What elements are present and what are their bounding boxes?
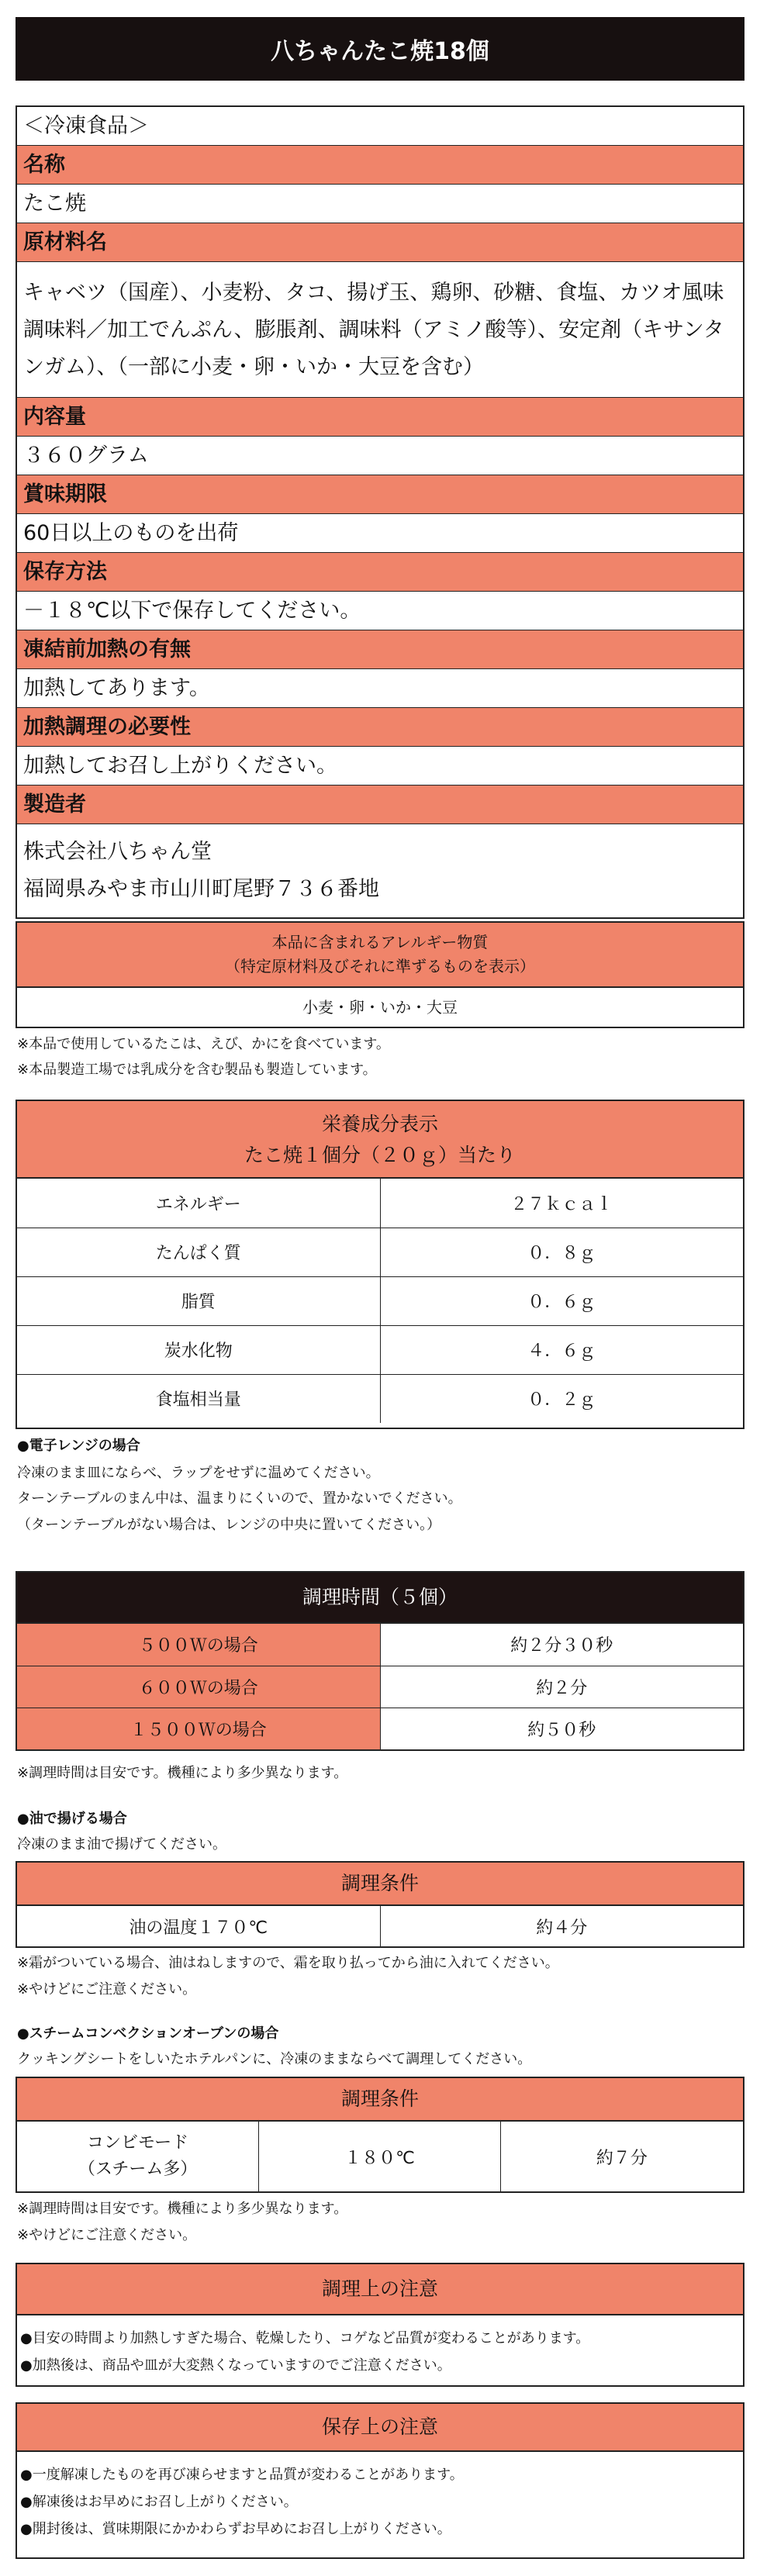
nutrition-value: ０．２ｇ [380,1374,743,1423]
fry-heading: ●油で揚げる場合 [17,1811,127,1827]
steam-mode-detail: （スチーム多） [78,2160,198,2179]
storage-line-1: ●一度解凍したものを再び凍らせますと品質が変わることがあります。 [20,2467,464,2483]
fry-time: 約４分 [380,1906,743,1946]
cooking-caution-box [16,2263,744,2387]
microwave-line-2: ターンテーブルのまん中は、温まりにくいので、置かないでください。 [17,1490,462,1507]
label-head-cooking: 加熱調理の必要性 [17,708,743,747]
label-value-best-before: 60日以上のものを出荷 [17,514,743,553]
fry-line: 冷凍のまま油で揚げてください。 [17,1836,226,1853]
table-row [17,1179,743,1228]
nutrition-header [17,1101,743,1179]
label-value-preheat: 加熱してあります。 [17,669,743,708]
steam-line: クッキングシートをしいたホテルパンに、冷凍のままならべて調理してください。 [17,2051,532,2067]
nutrition-name: たんぱく質 [17,1228,380,1276]
cook-time: 約２分 [380,1666,743,1708]
label-value-maker [17,824,743,917]
nutrition-value: ０．６ｇ [380,1276,743,1325]
nutrition-name: 食塩相当量 [17,1374,380,1423]
nutrition-title: 栄養成分表示 [321,1113,438,1135]
fry-condition-table [17,1906,743,1946]
label-value-ingredients: キャベツ（国産）、小麦粉、タコ、揚げ玉、鶏卵、砂糖、食塩、カツオ風味調味料／加工でんぷん、膨脹剤、調味料（アミノ酸等）、安定剤（キサンタンガム）、（一部に小麦・卵・いか・大豆を含む） [17,262,743,398]
cooking-caution-title: 調理上の注意 [17,2264,743,2315]
steam-condition-box [16,2077,744,2193]
label-head-storage: 保存方法 [17,553,743,592]
microwave-line-3: （ターンテーブルがない場合は、レンジの中央に置いてください。） [17,1517,441,1533]
label-head-preheat: 凍結前加熱の有無 [17,630,743,669]
storage-caution-title: 保存上の注意 [17,2404,743,2452]
nutrition-value: ０．８ｇ [380,1228,743,1276]
steam-mode-name: コンビモード [87,2133,189,2153]
label-head-name: 名称 [17,146,743,185]
table-row [17,1708,743,1749]
allergy-note-2: ※本品製造工場では乳成分を含む製品も製造しています。 [17,1062,377,1078]
allergy-subtitle: （特定原材料及びそれに準ずるものを表示） [225,957,535,975]
cooking-caution-body [17,2315,743,2379]
label-head-maker: 製造者 [17,786,743,824]
maker-name: 株式会社八ちゃん堂 [23,840,212,864]
fry-condition-box [16,1861,744,1948]
table-row [17,1276,743,1325]
cook-time: 約２分３０秒 [380,1624,743,1666]
microwave-note: ※調理時間は目安です。機種により多少異なります。 [17,1765,348,1781]
steam-condition-table [17,2122,743,2191]
nutrition-value: ４．６ｇ [380,1325,743,1374]
microwave-time-table [17,1624,743,1749]
allergy-header [17,923,743,988]
steam-time: 約７分 [500,2122,743,2191]
label-value-cooking: 加熱してお召し上がりください。 [17,747,743,786]
nutrition-name: 炭水化物 [17,1325,380,1374]
nutrition-name: 脂質 [17,1276,380,1325]
steam-heading: ●スチームコンベクションオーブンの場合 [17,2025,279,2042]
nutrition-table [17,1179,743,1423]
cook-time: 約５０秒 [380,1708,743,1749]
microwave-heading: ●電子レンジの場合 [17,1438,140,1454]
fry-condition-title: 調理条件 [17,1863,743,1906]
label-category: ＜冷凍食品＞ [17,107,743,146]
table-row [17,1374,743,1423]
label-value-name: たこ焼 [17,185,743,223]
steam-mode [17,2122,259,2191]
microwave-line-1: 冷凍のまま皿にならべ、ラップをせずに温めてください。 [17,1465,380,1481]
watt-label: ６００Ｗの場合 [17,1666,380,1708]
nutrition-subtitle: たこ焼１個分（２０ｇ）当たり [244,1144,516,1166]
fry-note-2: ※やけどにご注意ください。 [17,1981,197,1998]
watt-label: ５００Ｗの場合 [17,1624,380,1666]
caution-line-1: ●目安の時間より加熱しすぎた場合、乾燥したり、コゲなど品質が変わることがあります。 [20,2330,590,2346]
product-title: 八ちゃんたこ焼18個 [16,17,744,81]
storage-line-2: ●解凍後はお早めにお召し上がりください。 [20,2494,298,2510]
label-value-content: ３６０グラム [17,437,743,475]
steam-condition-title: 調理条件 [17,2078,743,2122]
steam-note-1: ※調理時間は目安です。機種により多少異なります。 [17,2201,348,2217]
food-label-table [16,105,744,919]
watt-label: １５００Ｗの場合 [17,1708,380,1749]
storage-caution-box [16,2402,744,2559]
steam-temperature: １８０℃ [259,2122,501,2191]
table-row [17,1228,743,1276]
table-row [17,1325,743,1374]
label-head-ingredients: 原材料名 [17,223,743,262]
oil-temperature: 油の温度１７０℃ [17,1906,380,1946]
fry-note-1: ※霜がついている場合、油はねしますので、霜を取り払ってから油に入れてください。 [17,1955,559,1971]
storage-caution-body [17,2452,743,2543]
allergy-title: 本品に含まれるアレルギー物質 [271,933,489,951]
label-head-best-before: 賞味期限 [17,475,743,514]
label-head-content: 内容量 [17,398,743,437]
nutrition-name: エネルギー [17,1179,380,1228]
caution-line-2: ●加熱後は、商品や皿が大変熱くなっていますのでご注意ください。 [20,2357,451,2374]
nutrition-value: ２７ｋｃａｌ [380,1179,743,1228]
steam-note-2: ※やけどにご注意ください。 [17,2227,197,2243]
microwave-time-title: 調理時間（５個） [17,1573,743,1624]
table-row [17,1624,743,1666]
maker-address: 福岡県みやま市山川町尾野７３６番地 [23,877,379,901]
storage-line-3: ●開封後は、賞味期限にかかわらずお早めにお召し上がりください。 [20,2521,451,2537]
allergy-box [16,921,744,1028]
table-row [17,1906,743,1946]
table-row [17,1666,743,1708]
microwave-time-box [16,1571,744,1751]
allergy-items: 小麦・卵・いか・大豆 [302,998,458,1017]
nutrition-box [16,1100,744,1429]
allergy-note-1: ※本品で使用しているたこは、えび、かにを食べています。 [17,1036,390,1052]
label-value-storage: －１８℃以下で保存してください。 [17,592,743,630]
table-row [17,2122,743,2191]
